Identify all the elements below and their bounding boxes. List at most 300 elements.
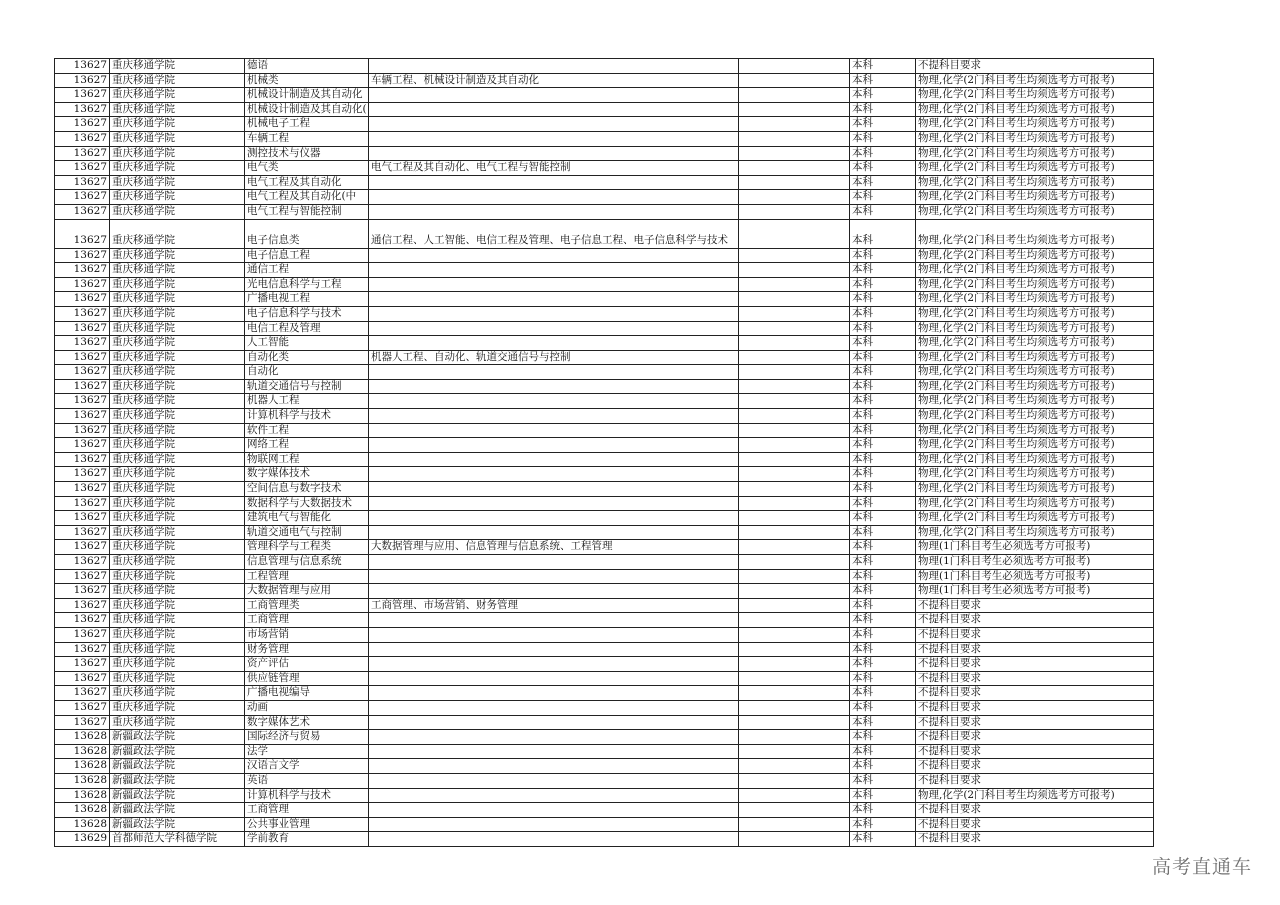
major-name-cell: 电气类 bbox=[245, 161, 369, 176]
remark-cell bbox=[739, 569, 850, 584]
subject-requirement-cell: 物理,化学(2门科目考生均须选考方可报考) bbox=[916, 482, 1154, 497]
school-code-cell: 13627 bbox=[55, 452, 110, 467]
school-code-cell: 13627 bbox=[55, 146, 110, 161]
remark-cell bbox=[739, 102, 850, 117]
subject-requirement-cell: 物理,化学(2门科目考生均须选考方可报考) bbox=[916, 219, 1154, 248]
subject-requirement-cell: 不提科目要求 bbox=[916, 671, 1154, 686]
school-code-cell: 13628 bbox=[55, 803, 110, 818]
school-name-cell: 重庆移通学院 bbox=[110, 555, 245, 570]
major-name-cell: 机械类 bbox=[245, 73, 369, 88]
subject-requirement-cell: 物理,化学(2门科目考生均须选考方可报考) bbox=[916, 365, 1154, 380]
major-name-cell: 数字媒体技术 bbox=[245, 467, 369, 482]
remark-cell bbox=[739, 467, 850, 482]
subject-requirement-cell: 物理,化学(2门科目考生均须选考方可报考) bbox=[916, 204, 1154, 219]
remark-cell bbox=[739, 657, 850, 672]
remark-cell bbox=[739, 482, 850, 497]
remark-cell bbox=[739, 832, 850, 847]
school-code-cell: 13627 bbox=[55, 627, 110, 642]
included-majors-cell bbox=[369, 88, 739, 103]
remark-cell bbox=[739, 365, 850, 380]
remark-cell bbox=[739, 496, 850, 511]
remark-cell bbox=[739, 409, 850, 424]
table-row bbox=[55, 496, 1154, 511]
school-code-cell: 13627 bbox=[55, 438, 110, 453]
subject-requirement-cell: 物理(1门科目考生必须选考方可报考) bbox=[916, 555, 1154, 570]
subject-requirement-cell: 物理,化学(2门科目考生均须选考方可报考) bbox=[916, 511, 1154, 526]
major-name-cell: 动画 bbox=[245, 700, 369, 715]
included-majors-cell bbox=[369, 336, 739, 351]
level-cell: 本科 bbox=[850, 715, 916, 730]
school-code-cell: 13627 bbox=[55, 336, 110, 351]
remark-cell bbox=[739, 642, 850, 657]
school-name-cell: 重庆移通学院 bbox=[110, 627, 245, 642]
subject-requirement-cell: 物理,化学(2门科目考生均须选考方可报考) bbox=[916, 190, 1154, 205]
school-name-cell: 首都师范大学科德学院 bbox=[110, 832, 245, 847]
remark-cell bbox=[739, 175, 850, 190]
included-majors-cell bbox=[369, 496, 739, 511]
included-majors-cell bbox=[369, 482, 739, 497]
level-cell: 本科 bbox=[850, 219, 916, 248]
level-cell: 本科 bbox=[850, 73, 916, 88]
subject-requirement-cell: 物理,化学(2门科目考生均须选考方可报考) bbox=[916, 788, 1154, 803]
remark-cell bbox=[739, 59, 850, 74]
subject-requirement-cell: 不提科目要求 bbox=[916, 59, 1154, 74]
school-code-cell: 13627 bbox=[55, 350, 110, 365]
level-cell: 本科 bbox=[850, 511, 916, 526]
school-name-cell: 新疆政法学院 bbox=[110, 759, 245, 774]
major-name-cell: 广播电视编导 bbox=[245, 686, 369, 701]
level-cell: 本科 bbox=[850, 321, 916, 336]
school-name-cell: 重庆移通学院 bbox=[110, 102, 245, 117]
school-name-cell: 重庆移通学院 bbox=[110, 700, 245, 715]
major-name-cell: 机械设计制造及其自动化 bbox=[245, 88, 369, 103]
table-row bbox=[55, 686, 1154, 701]
school-name-cell: 重庆移通学院 bbox=[110, 131, 245, 146]
level-cell: 本科 bbox=[850, 482, 916, 497]
remark-cell bbox=[739, 671, 850, 686]
subject-requirement-cell: 不提科目要求 bbox=[916, 700, 1154, 715]
remark-cell bbox=[739, 306, 850, 321]
major-name-cell: 建筑电气与智能化 bbox=[245, 511, 369, 526]
school-name-cell: 新疆政法学院 bbox=[110, 788, 245, 803]
included-majors-cell bbox=[369, 759, 739, 774]
remark-cell bbox=[739, 817, 850, 832]
included-majors-cell: 通信工程、人工智能、电信工程及管理、电子信息工程、电子信息科学与技术 bbox=[369, 219, 739, 248]
remark-cell bbox=[739, 686, 850, 701]
remark-cell bbox=[739, 117, 850, 132]
included-majors-cell bbox=[369, 409, 739, 424]
table-row bbox=[55, 511, 1154, 526]
school-name-cell: 新疆政法学院 bbox=[110, 730, 245, 745]
school-name-cell: 重庆移通学院 bbox=[110, 452, 245, 467]
major-name-cell: 信息管理与信息系统 bbox=[245, 555, 369, 570]
table-row bbox=[55, 452, 1154, 467]
school-code-cell: 13627 bbox=[55, 700, 110, 715]
school-code-cell: 13627 bbox=[55, 379, 110, 394]
school-code-cell: 13627 bbox=[55, 569, 110, 584]
school-code-cell: 13627 bbox=[55, 423, 110, 438]
school-name-cell: 重庆移通学院 bbox=[110, 248, 245, 263]
remark-cell bbox=[739, 715, 850, 730]
remark-cell bbox=[739, 248, 850, 263]
subject-requirement-cell: 物理(1门科目考生必须选考方可报考) bbox=[916, 540, 1154, 555]
table-row bbox=[55, 175, 1154, 190]
included-majors-cell bbox=[369, 788, 739, 803]
subject-requirement-cell: 物理,化学(2门科目考生均须选考方可报考) bbox=[916, 423, 1154, 438]
major-name-cell: 工商管理类 bbox=[245, 598, 369, 613]
level-cell: 本科 bbox=[850, 627, 916, 642]
school-code-cell: 13627 bbox=[55, 204, 110, 219]
subject-requirement-cell: 物理(1门科目考生必须选考方可报考) bbox=[916, 569, 1154, 584]
major-name-cell: 市场营销 bbox=[245, 627, 369, 642]
table-row bbox=[55, 394, 1154, 409]
major-name-cell: 学前教育 bbox=[245, 832, 369, 847]
subject-requirement-cell: 不提科目要求 bbox=[916, 744, 1154, 759]
level-cell: 本科 bbox=[850, 584, 916, 599]
level-cell: 本科 bbox=[850, 525, 916, 540]
major-name-cell: 国际经济与贸易 bbox=[245, 730, 369, 745]
included-majors-cell bbox=[369, 394, 739, 409]
school-code-cell: 13627 bbox=[55, 482, 110, 497]
major-name-cell: 测控技术与仪器 bbox=[245, 146, 369, 161]
included-majors-cell bbox=[369, 657, 739, 672]
level-cell: 本科 bbox=[850, 117, 916, 132]
school-name-cell: 重庆移通学院 bbox=[110, 336, 245, 351]
subject-requirement-cell: 不提科目要求 bbox=[916, 657, 1154, 672]
remark-cell bbox=[739, 277, 850, 292]
table-row bbox=[55, 715, 1154, 730]
table-row bbox=[55, 482, 1154, 497]
school-code-cell: 13628 bbox=[55, 744, 110, 759]
included-majors-cell bbox=[369, 59, 739, 74]
remark-cell bbox=[739, 73, 850, 88]
included-majors-cell bbox=[369, 306, 739, 321]
school-code-cell: 13627 bbox=[55, 263, 110, 278]
major-name-cell: 德语 bbox=[245, 59, 369, 74]
major-name-cell: 广播电视工程 bbox=[245, 292, 369, 307]
table-row bbox=[55, 248, 1154, 263]
remark-cell bbox=[739, 525, 850, 540]
table-row bbox=[55, 817, 1154, 832]
remark-cell bbox=[739, 219, 850, 248]
subject-requirement-cell: 不提科目要求 bbox=[916, 773, 1154, 788]
school-code-cell: 13627 bbox=[55, 409, 110, 424]
included-majors-cell bbox=[369, 263, 739, 278]
subject-requirement-cell: 物理,化学(2门科目考生均须选考方可报考) bbox=[916, 467, 1154, 482]
included-majors-cell bbox=[369, 511, 739, 526]
school-name-cell: 重庆移通学院 bbox=[110, 59, 245, 74]
subject-requirement-cell: 物理,化学(2门科目考生均须选考方可报考) bbox=[916, 306, 1154, 321]
school-name-cell: 重庆移通学院 bbox=[110, 671, 245, 686]
table-row bbox=[55, 146, 1154, 161]
major-name-cell: 电子信息工程 bbox=[245, 248, 369, 263]
school-name-cell: 重庆移通学院 bbox=[110, 686, 245, 701]
major-name-cell: 人工智能 bbox=[245, 336, 369, 351]
school-name-cell: 重庆移通学院 bbox=[110, 423, 245, 438]
included-majors-cell bbox=[369, 277, 739, 292]
major-name-cell: 工商管理 bbox=[245, 803, 369, 818]
watermark-text: 高考直通车 bbox=[1151, 856, 1252, 878]
major-name-cell: 软件工程 bbox=[245, 423, 369, 438]
included-majors-cell bbox=[369, 467, 739, 482]
major-name-cell: 资产评估 bbox=[245, 657, 369, 672]
level-cell: 本科 bbox=[850, 365, 916, 380]
school-code-cell: 13627 bbox=[55, 715, 110, 730]
subject-requirement-cell: 物理,化学(2门科目考生均须选考方可报考) bbox=[916, 452, 1154, 467]
major-name-cell: 自动化类 bbox=[245, 350, 369, 365]
school-name-cell: 重庆移通学院 bbox=[110, 219, 245, 248]
school-name-cell: 重庆移通学院 bbox=[110, 117, 245, 132]
subject-requirement-cell: 不提科目要求 bbox=[916, 715, 1154, 730]
remark-cell bbox=[739, 555, 850, 570]
level-cell: 本科 bbox=[850, 671, 916, 686]
included-majors-cell: 工商管理、市场营销、财务管理 bbox=[369, 598, 739, 613]
subject-requirement-cell: 不提科目要求 bbox=[916, 832, 1154, 847]
school-code-cell: 13627 bbox=[55, 613, 110, 628]
school-name-cell: 重庆移通学院 bbox=[110, 613, 245, 628]
school-name-cell: 重庆移通学院 bbox=[110, 482, 245, 497]
school-name-cell: 重庆移通学院 bbox=[110, 88, 245, 103]
remark-cell bbox=[739, 88, 850, 103]
table-row bbox=[55, 657, 1154, 672]
table-row bbox=[55, 832, 1154, 847]
school-name-cell: 新疆政法学院 bbox=[110, 773, 245, 788]
table-row bbox=[55, 700, 1154, 715]
major-name-cell: 机械设计制造及其自动化( bbox=[245, 102, 369, 117]
school-code-cell: 13627 bbox=[55, 540, 110, 555]
school-code-cell: 13627 bbox=[55, 657, 110, 672]
school-code-cell: 13628 bbox=[55, 759, 110, 774]
level-cell: 本科 bbox=[850, 204, 916, 219]
table-row bbox=[55, 627, 1154, 642]
remark-cell bbox=[739, 321, 850, 336]
subject-requirement-cell: 物理,化学(2门科目考生均须选考方可报考) bbox=[916, 248, 1154, 263]
remark-cell bbox=[739, 146, 850, 161]
school-code-cell: 13628 bbox=[55, 773, 110, 788]
included-majors-cell bbox=[369, 452, 739, 467]
level-cell: 本科 bbox=[850, 744, 916, 759]
major-name-cell: 供应链管理 bbox=[245, 671, 369, 686]
table-row bbox=[55, 365, 1154, 380]
school-name-cell: 新疆政法学院 bbox=[110, 744, 245, 759]
level-cell: 本科 bbox=[850, 700, 916, 715]
remark-cell bbox=[739, 350, 850, 365]
included-majors-cell bbox=[369, 671, 739, 686]
table-row bbox=[55, 467, 1154, 482]
level-cell: 本科 bbox=[850, 146, 916, 161]
included-majors-cell bbox=[369, 190, 739, 205]
level-cell: 本科 bbox=[850, 350, 916, 365]
level-cell: 本科 bbox=[850, 423, 916, 438]
school-name-cell: 重庆移通学院 bbox=[110, 321, 245, 336]
included-majors-cell bbox=[369, 146, 739, 161]
remark-cell bbox=[739, 452, 850, 467]
major-name-cell: 网络工程 bbox=[245, 438, 369, 453]
included-majors-cell: 电气工程及其自动化、电气工程与智能控制 bbox=[369, 161, 739, 176]
school-code-cell: 13627 bbox=[55, 555, 110, 570]
subject-requirement-cell: 不提科目要求 bbox=[916, 613, 1154, 628]
school-name-cell: 重庆移通学院 bbox=[110, 540, 245, 555]
level-cell: 本科 bbox=[850, 642, 916, 657]
table-row bbox=[55, 350, 1154, 365]
school-code-cell: 13627 bbox=[55, 292, 110, 307]
remark-cell bbox=[739, 773, 850, 788]
remark-cell bbox=[739, 788, 850, 803]
remark-cell bbox=[739, 511, 850, 526]
included-majors-cell: 机器人工程、自动化、轨道交通信号与控制 bbox=[369, 350, 739, 365]
level-cell: 本科 bbox=[850, 598, 916, 613]
level-cell: 本科 bbox=[850, 540, 916, 555]
table-row bbox=[55, 204, 1154, 219]
school-code-cell: 13627 bbox=[55, 511, 110, 526]
level-cell: 本科 bbox=[850, 131, 916, 146]
major-name-cell: 电气工程及其自动化(中 bbox=[245, 190, 369, 205]
table-row bbox=[55, 555, 1154, 570]
level-cell: 本科 bbox=[850, 190, 916, 205]
level-cell: 本科 bbox=[850, 175, 916, 190]
included-majors-cell bbox=[369, 379, 739, 394]
subject-requirement-cell: 物理,化学(2门科目考生均须选考方可报考) bbox=[916, 438, 1154, 453]
school-code-cell: 13627 bbox=[55, 117, 110, 132]
level-cell: 本科 bbox=[850, 686, 916, 701]
school-name-cell: 重庆移通学院 bbox=[110, 598, 245, 613]
level-cell: 本科 bbox=[850, 730, 916, 745]
major-name-cell: 车辆工程 bbox=[245, 131, 369, 146]
school-code-cell: 13627 bbox=[55, 394, 110, 409]
major-name-cell: 通信工程 bbox=[245, 263, 369, 278]
major-name-cell: 物联网工程 bbox=[245, 452, 369, 467]
table-row bbox=[55, 219, 1154, 248]
major-name-cell: 计算机科学与技术 bbox=[245, 788, 369, 803]
level-cell: 本科 bbox=[850, 394, 916, 409]
major-name-cell: 电气工程与智能控制 bbox=[245, 204, 369, 219]
table-row bbox=[55, 642, 1154, 657]
included-majors-cell bbox=[369, 715, 739, 730]
level-cell: 本科 bbox=[850, 248, 916, 263]
subject-requirement-cell: 物理,化学(2门科目考生均须选考方可报考) bbox=[916, 88, 1154, 103]
table-row bbox=[55, 744, 1154, 759]
subject-requirement-cell: 物理,化学(2门科目考生均须选考方可报考) bbox=[916, 102, 1154, 117]
school-code-cell: 13627 bbox=[55, 365, 110, 380]
school-name-cell: 重庆移通学院 bbox=[110, 657, 245, 672]
level-cell: 本科 bbox=[850, 292, 916, 307]
table-row bbox=[55, 263, 1154, 278]
school-name-cell: 重庆移通学院 bbox=[110, 467, 245, 482]
remark-cell bbox=[739, 292, 850, 307]
major-name-cell: 汉语言文学 bbox=[245, 759, 369, 774]
included-majors-cell bbox=[369, 423, 739, 438]
level-cell: 本科 bbox=[850, 788, 916, 803]
school-code-cell: 13627 bbox=[55, 190, 110, 205]
table-row bbox=[55, 292, 1154, 307]
included-majors-cell bbox=[369, 584, 739, 599]
remark-cell bbox=[739, 744, 850, 759]
school-code-cell: 13627 bbox=[55, 642, 110, 657]
subject-requirement-cell: 物理,化学(2门科目考生均须选考方可报考) bbox=[916, 117, 1154, 132]
subject-requirement-cell: 物理,化学(2门科目考生均须选考方可报考) bbox=[916, 277, 1154, 292]
major-name-cell: 计算机科学与技术 bbox=[245, 409, 369, 424]
school-name-cell: 重庆移通学院 bbox=[110, 715, 245, 730]
subject-requirement-cell: 物理(1门科目考生必须选考方可报考) bbox=[916, 584, 1154, 599]
level-cell: 本科 bbox=[850, 569, 916, 584]
school-code-cell: 13627 bbox=[55, 248, 110, 263]
level-cell: 本科 bbox=[850, 803, 916, 818]
included-majors-cell bbox=[369, 730, 739, 745]
major-name-cell: 电信工程及管理 bbox=[245, 321, 369, 336]
table-row bbox=[55, 102, 1154, 117]
level-cell: 本科 bbox=[850, 452, 916, 467]
remark-cell bbox=[739, 161, 850, 176]
level-cell: 本科 bbox=[850, 438, 916, 453]
level-cell: 本科 bbox=[850, 263, 916, 278]
school-name-cell: 重庆移通学院 bbox=[110, 379, 245, 394]
major-name-cell: 空间信息与数字技术 bbox=[245, 482, 369, 497]
school-name-cell: 重庆移通学院 bbox=[110, 190, 245, 205]
school-code-cell: 13628 bbox=[55, 730, 110, 745]
school-name-cell: 重庆移通学院 bbox=[110, 511, 245, 526]
included-majors-cell bbox=[369, 117, 739, 132]
school-code-cell: 13627 bbox=[55, 219, 110, 248]
major-name-cell: 数字媒体艺术 bbox=[245, 715, 369, 730]
school-name-cell: 重庆移通学院 bbox=[110, 306, 245, 321]
remark-cell bbox=[739, 423, 850, 438]
subject-requirement-cell: 物理,化学(2门科目考生均须选考方可报考) bbox=[916, 131, 1154, 146]
table-row bbox=[55, 788, 1154, 803]
included-majors-cell bbox=[369, 832, 739, 847]
school-code-cell: 13627 bbox=[55, 88, 110, 103]
school-code-cell: 13627 bbox=[55, 467, 110, 482]
table-row bbox=[55, 773, 1154, 788]
included-majors-cell: 大数据管理与应用、信息管理与信息系统、工程管理 bbox=[369, 540, 739, 555]
table-row bbox=[55, 584, 1154, 599]
school-code-cell: 13627 bbox=[55, 161, 110, 176]
subject-requirement-cell: 不提科目要求 bbox=[916, 759, 1154, 774]
school-code-cell: 13628 bbox=[55, 788, 110, 803]
school-name-cell: 重庆移通学院 bbox=[110, 584, 245, 599]
table-row bbox=[55, 438, 1154, 453]
table-row bbox=[55, 117, 1154, 132]
major-name-cell: 电气工程及其自动化 bbox=[245, 175, 369, 190]
major-name-cell: 公共事业管理 bbox=[245, 817, 369, 832]
table-row bbox=[55, 306, 1154, 321]
table-row bbox=[55, 598, 1154, 613]
major-name-cell: 机械电子工程 bbox=[245, 117, 369, 132]
level-cell: 本科 bbox=[850, 88, 916, 103]
included-majors-cell bbox=[369, 438, 739, 453]
remark-cell bbox=[739, 584, 850, 599]
school-name-cell: 重庆移通学院 bbox=[110, 292, 245, 307]
level-cell: 本科 bbox=[850, 657, 916, 672]
school-code-cell: 13627 bbox=[55, 598, 110, 613]
school-name-cell: 重庆移通学院 bbox=[110, 161, 245, 176]
school-name-cell: 重庆移通学院 bbox=[110, 350, 245, 365]
remark-cell bbox=[739, 803, 850, 818]
school-code-cell: 13627 bbox=[55, 525, 110, 540]
school-name-cell: 重庆移通学院 bbox=[110, 204, 245, 219]
table-row bbox=[55, 336, 1154, 351]
subject-requirement-cell: 物理,化学(2门科目考生均须选考方可报考) bbox=[916, 336, 1154, 351]
table-row bbox=[55, 730, 1154, 745]
major-name-cell: 英语 bbox=[245, 773, 369, 788]
major-name-cell: 工程管理 bbox=[245, 569, 369, 584]
level-cell: 本科 bbox=[850, 306, 916, 321]
table-row bbox=[55, 379, 1154, 394]
major-name-cell: 数据科学与大数据技术 bbox=[245, 496, 369, 511]
level-cell: 本科 bbox=[850, 336, 916, 351]
level-cell: 本科 bbox=[850, 555, 916, 570]
school-name-cell: 重庆移通学院 bbox=[110, 409, 245, 424]
major-name-cell: 轨道交通电气与控制 bbox=[245, 525, 369, 540]
